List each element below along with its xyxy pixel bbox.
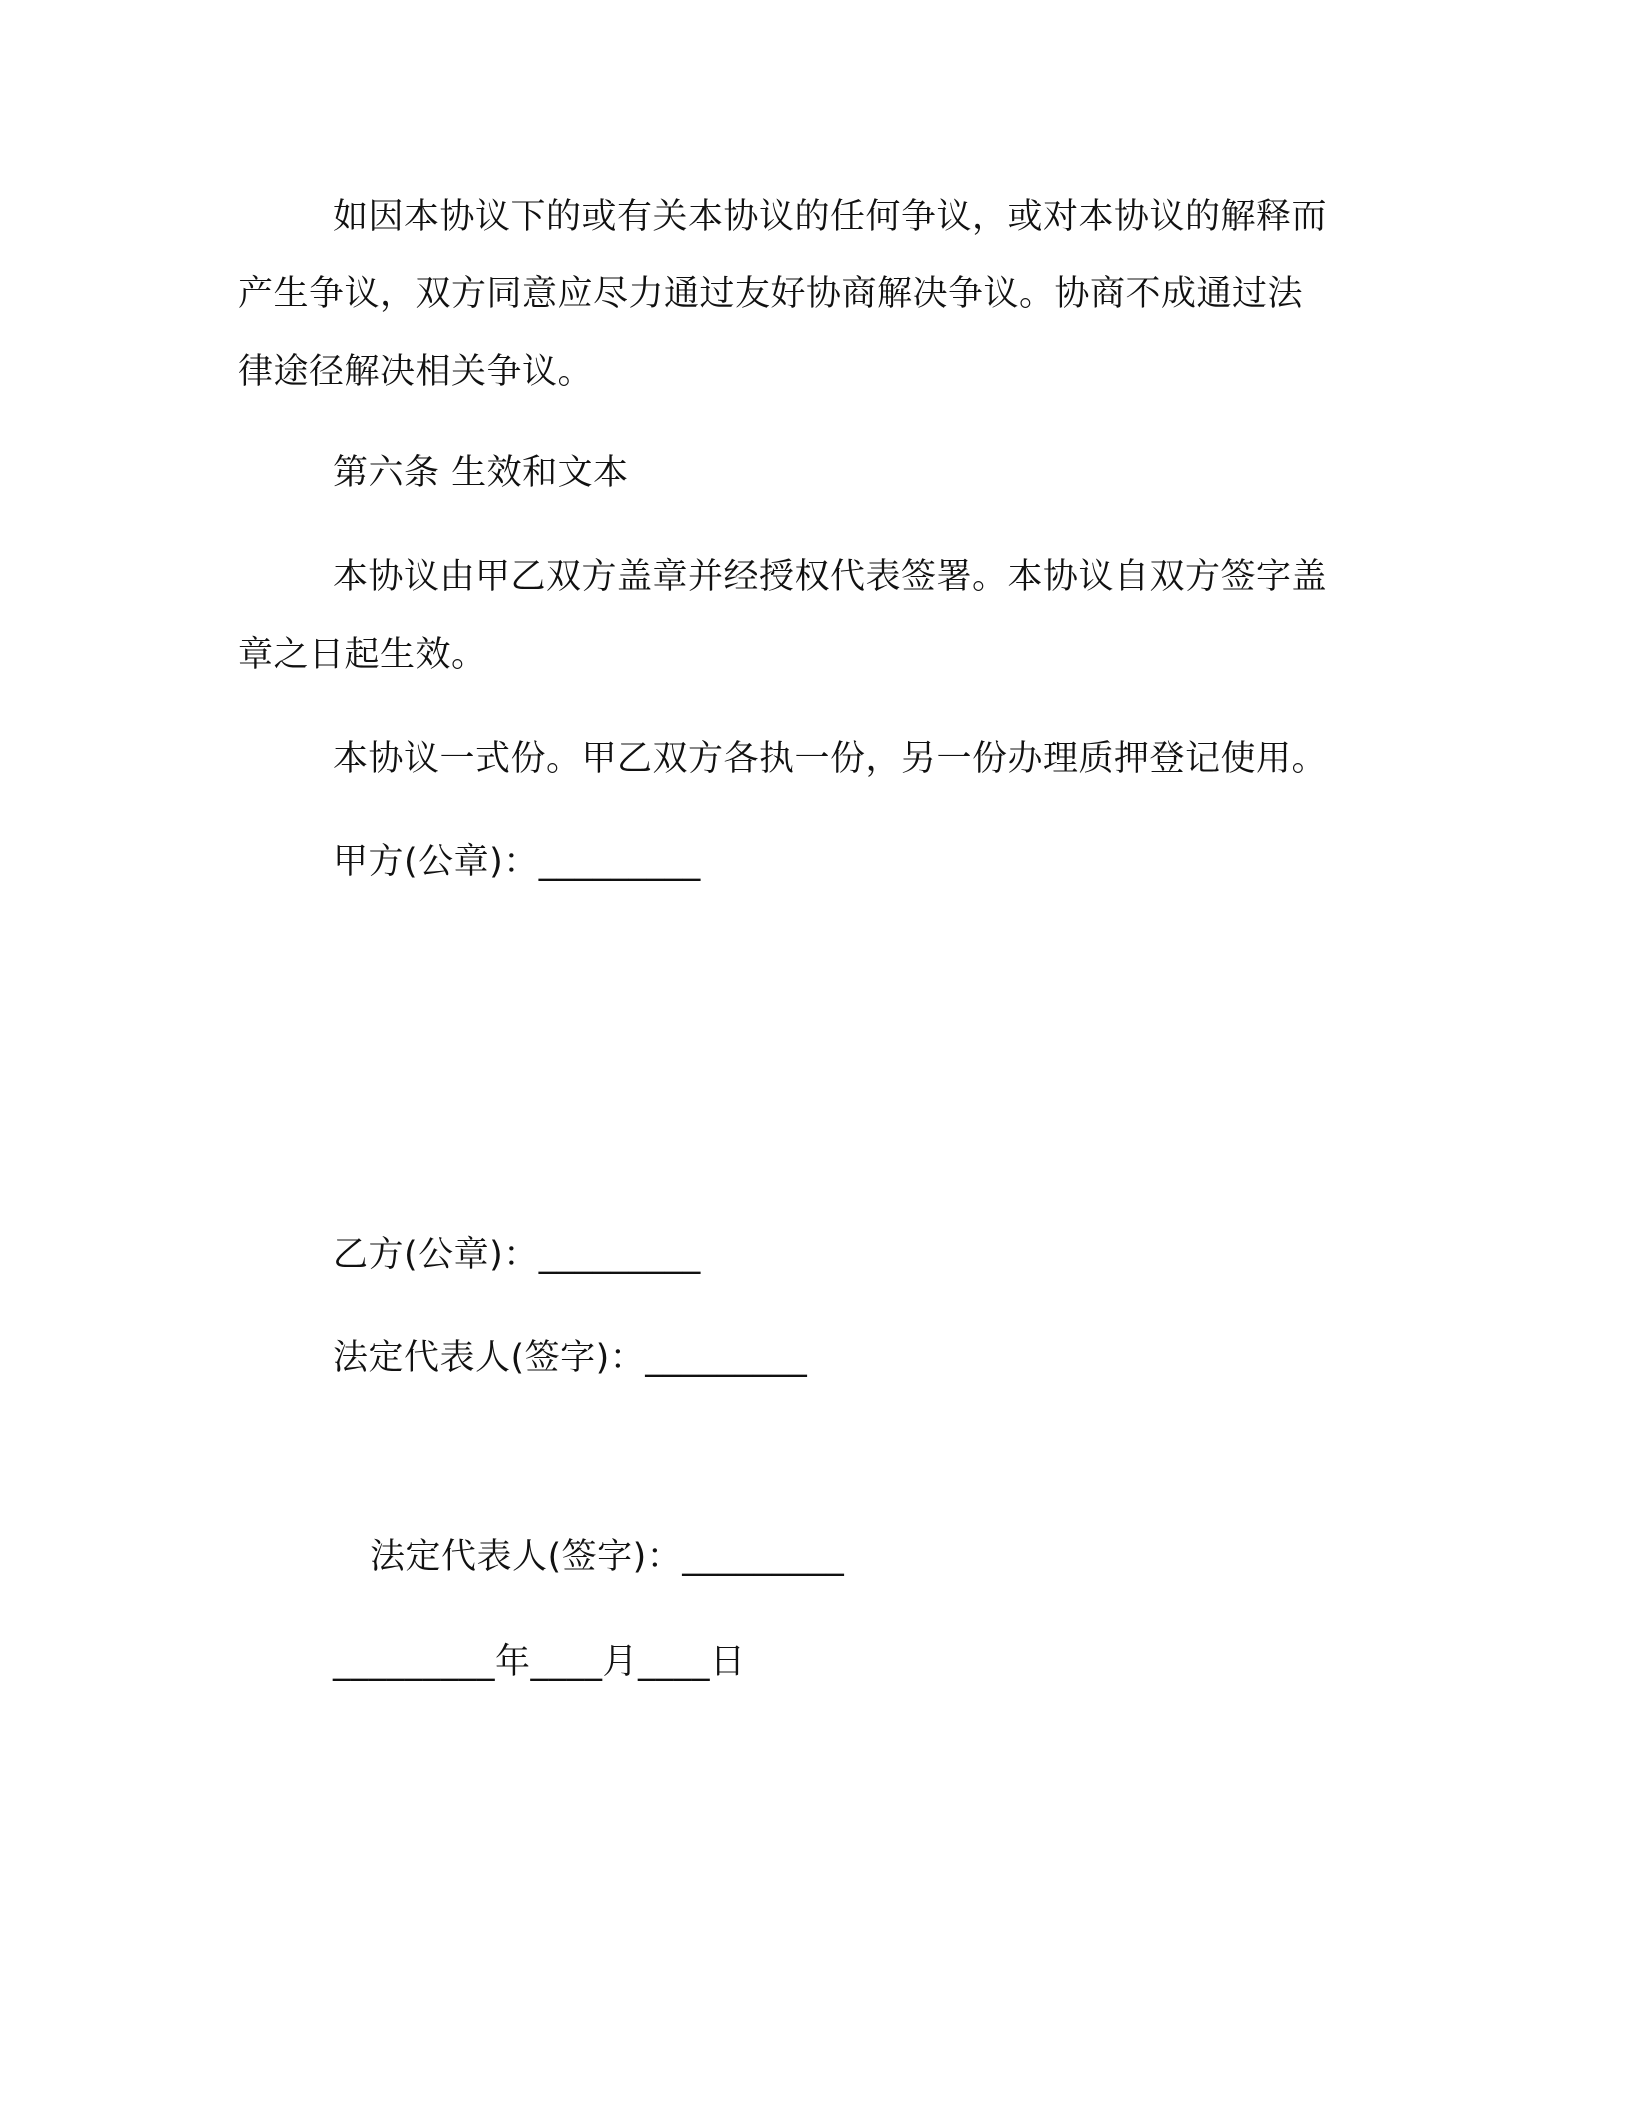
dispute-paragraph-line-1: 如因本协议下的或有关本协议的任何争议，或对本协议的解释而 (333, 197, 1328, 237)
party-b-seal-line: 乙方(公章)：_________ (333, 1235, 701, 1275)
dispute-paragraph-line-3: 律途径解决相关争议。 (238, 352, 594, 392)
effect-paragraph-line-2: 章之日起生效。 (238, 635, 487, 675)
legal-representative-signature-line-2: 法定代表人(签字)：_________ (370, 1537, 845, 1577)
copies-paragraph: 本协议一式份。甲乙双方各执一份，另一份办理质押登记使用。 (333, 739, 1328, 779)
effect-paragraph-line-1: 本协议由甲乙双方盖章并经授权代表签署。本协议自双方签字盖 (333, 557, 1328, 597)
article-six-heading: 第六条 生效和文本 (333, 453, 629, 493)
legal-representative-signature-line-1: 法定代表人(签字)：_________ (333, 1338, 808, 1378)
party-a-seal-line: 甲方(公章)：_________ (333, 842, 701, 882)
date-line: _________年____月____日 (333, 1642, 746, 1682)
dispute-paragraph-line-2: 产生争议，双方同意应尽力通过友好协商解决争议。协商不成通过法 (238, 274, 1304, 314)
